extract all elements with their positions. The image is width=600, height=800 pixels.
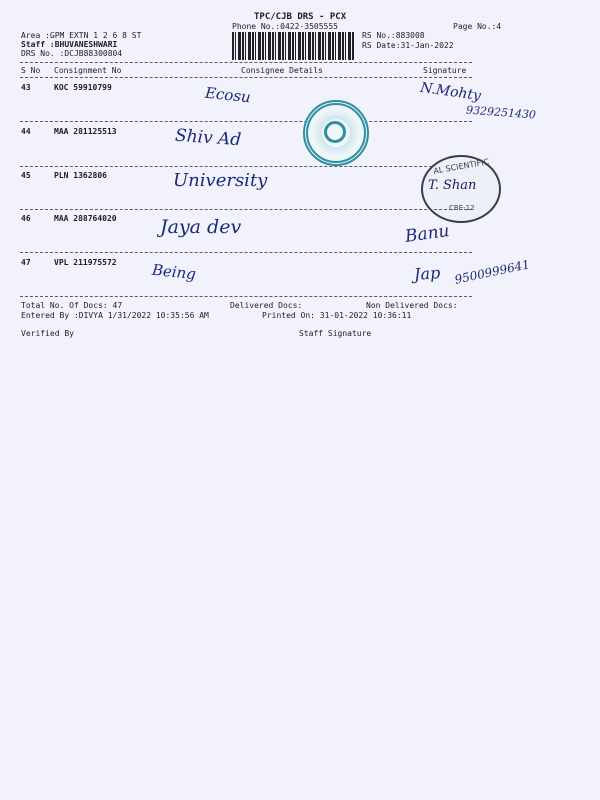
row-47-phone-handwriting: 9500999641 [453, 257, 531, 287]
column-header-consignee: Consignee Details [241, 66, 323, 75]
staff-field: Staff :BHUVANESHWARI [21, 40, 118, 49]
entered-by: Entered By :DIVYA 1/31/2022 10:35:56 AM [21, 311, 209, 320]
row-divider [20, 121, 472, 122]
row-46-signature: Banu [403, 220, 451, 248]
row-43-consignee-handwriting: Ecosu [204, 83, 252, 107]
row-45-consignee-handwriting: University [173, 170, 268, 191]
row-44-sno: 44 [21, 127, 31, 136]
row-47-consignment: VPL 211975572 [54, 258, 117, 267]
row-43-phone-handwriting: 9329251430 [465, 103, 537, 122]
area-field: Area :GPM EXTN 1 2 6 8 ST [21, 31, 142, 40]
staff-signature: Staff Signature [299, 329, 372, 338]
phone-number: Phone No.:0422-3505555 [232, 22, 338, 31]
non-delivered-docs: Non Delivered Docs: [366, 301, 458, 310]
verified-by: Verified By [21, 329, 74, 338]
row-43-consignment: KOC 59910799 [54, 83, 112, 92]
drs-number: DRS No. :DCJB88300804 [21, 49, 123, 58]
stamp-inner-ring [324, 121, 346, 143]
column-header-sno: S No [21, 66, 41, 75]
header-divider [20, 62, 472, 63]
row-47-consignee-handwriting: Being [151, 260, 197, 284]
page-number: Page No.:4 [453, 22, 502, 31]
column-header-consignment: Consignment No [54, 66, 122, 75]
row-45-consignment: PLN 1362806 [54, 171, 107, 180]
rs-number: RS No.:883008 [362, 31, 425, 40]
printed-on: Printed On: 31-01-2022 10:36:11 [262, 311, 412, 320]
rs-date: RS Date:31-Jan-2022 [362, 41, 454, 50]
row-43-signature: N.Mohty [419, 79, 482, 105]
row-44-consignment: MAA 281125513 [54, 127, 117, 136]
barcode [232, 32, 354, 60]
row-44-consignee-handwriting: Shiv Ad [174, 125, 242, 151]
row-46-consignment: MAA 288764020 [54, 214, 117, 223]
round-stamp-seal [303, 100, 369, 166]
row-47-signature: Jap [413, 263, 441, 284]
row-divider [20, 252, 472, 253]
footer-divider [20, 296, 472, 297]
row-46-sno: 46 [21, 214, 31, 223]
total-docs: Total No. Of Docs: 47 [21, 301, 123, 310]
document-title: TPC/CJB DRS - PCX [254, 12, 347, 22]
row-45-signature: T. Shan [428, 178, 477, 193]
row-43-sno: 43 [21, 83, 31, 92]
stamp-text: AL SCIENTIFIC [432, 157, 490, 176]
delivered-docs: Delivered Docs: [230, 301, 303, 310]
row-47-sno: 47 [21, 258, 31, 267]
row-45-sno: 45 [21, 171, 31, 180]
stamp-subtext: CBE-12 [449, 204, 475, 212]
column-header-signature: Signature [423, 66, 467, 75]
row-divider [20, 166, 472, 167]
column-header-divider [20, 77, 472, 78]
row-divider [20, 209, 472, 210]
row-46-consignee-handwriting: Jaya dev [160, 216, 242, 238]
